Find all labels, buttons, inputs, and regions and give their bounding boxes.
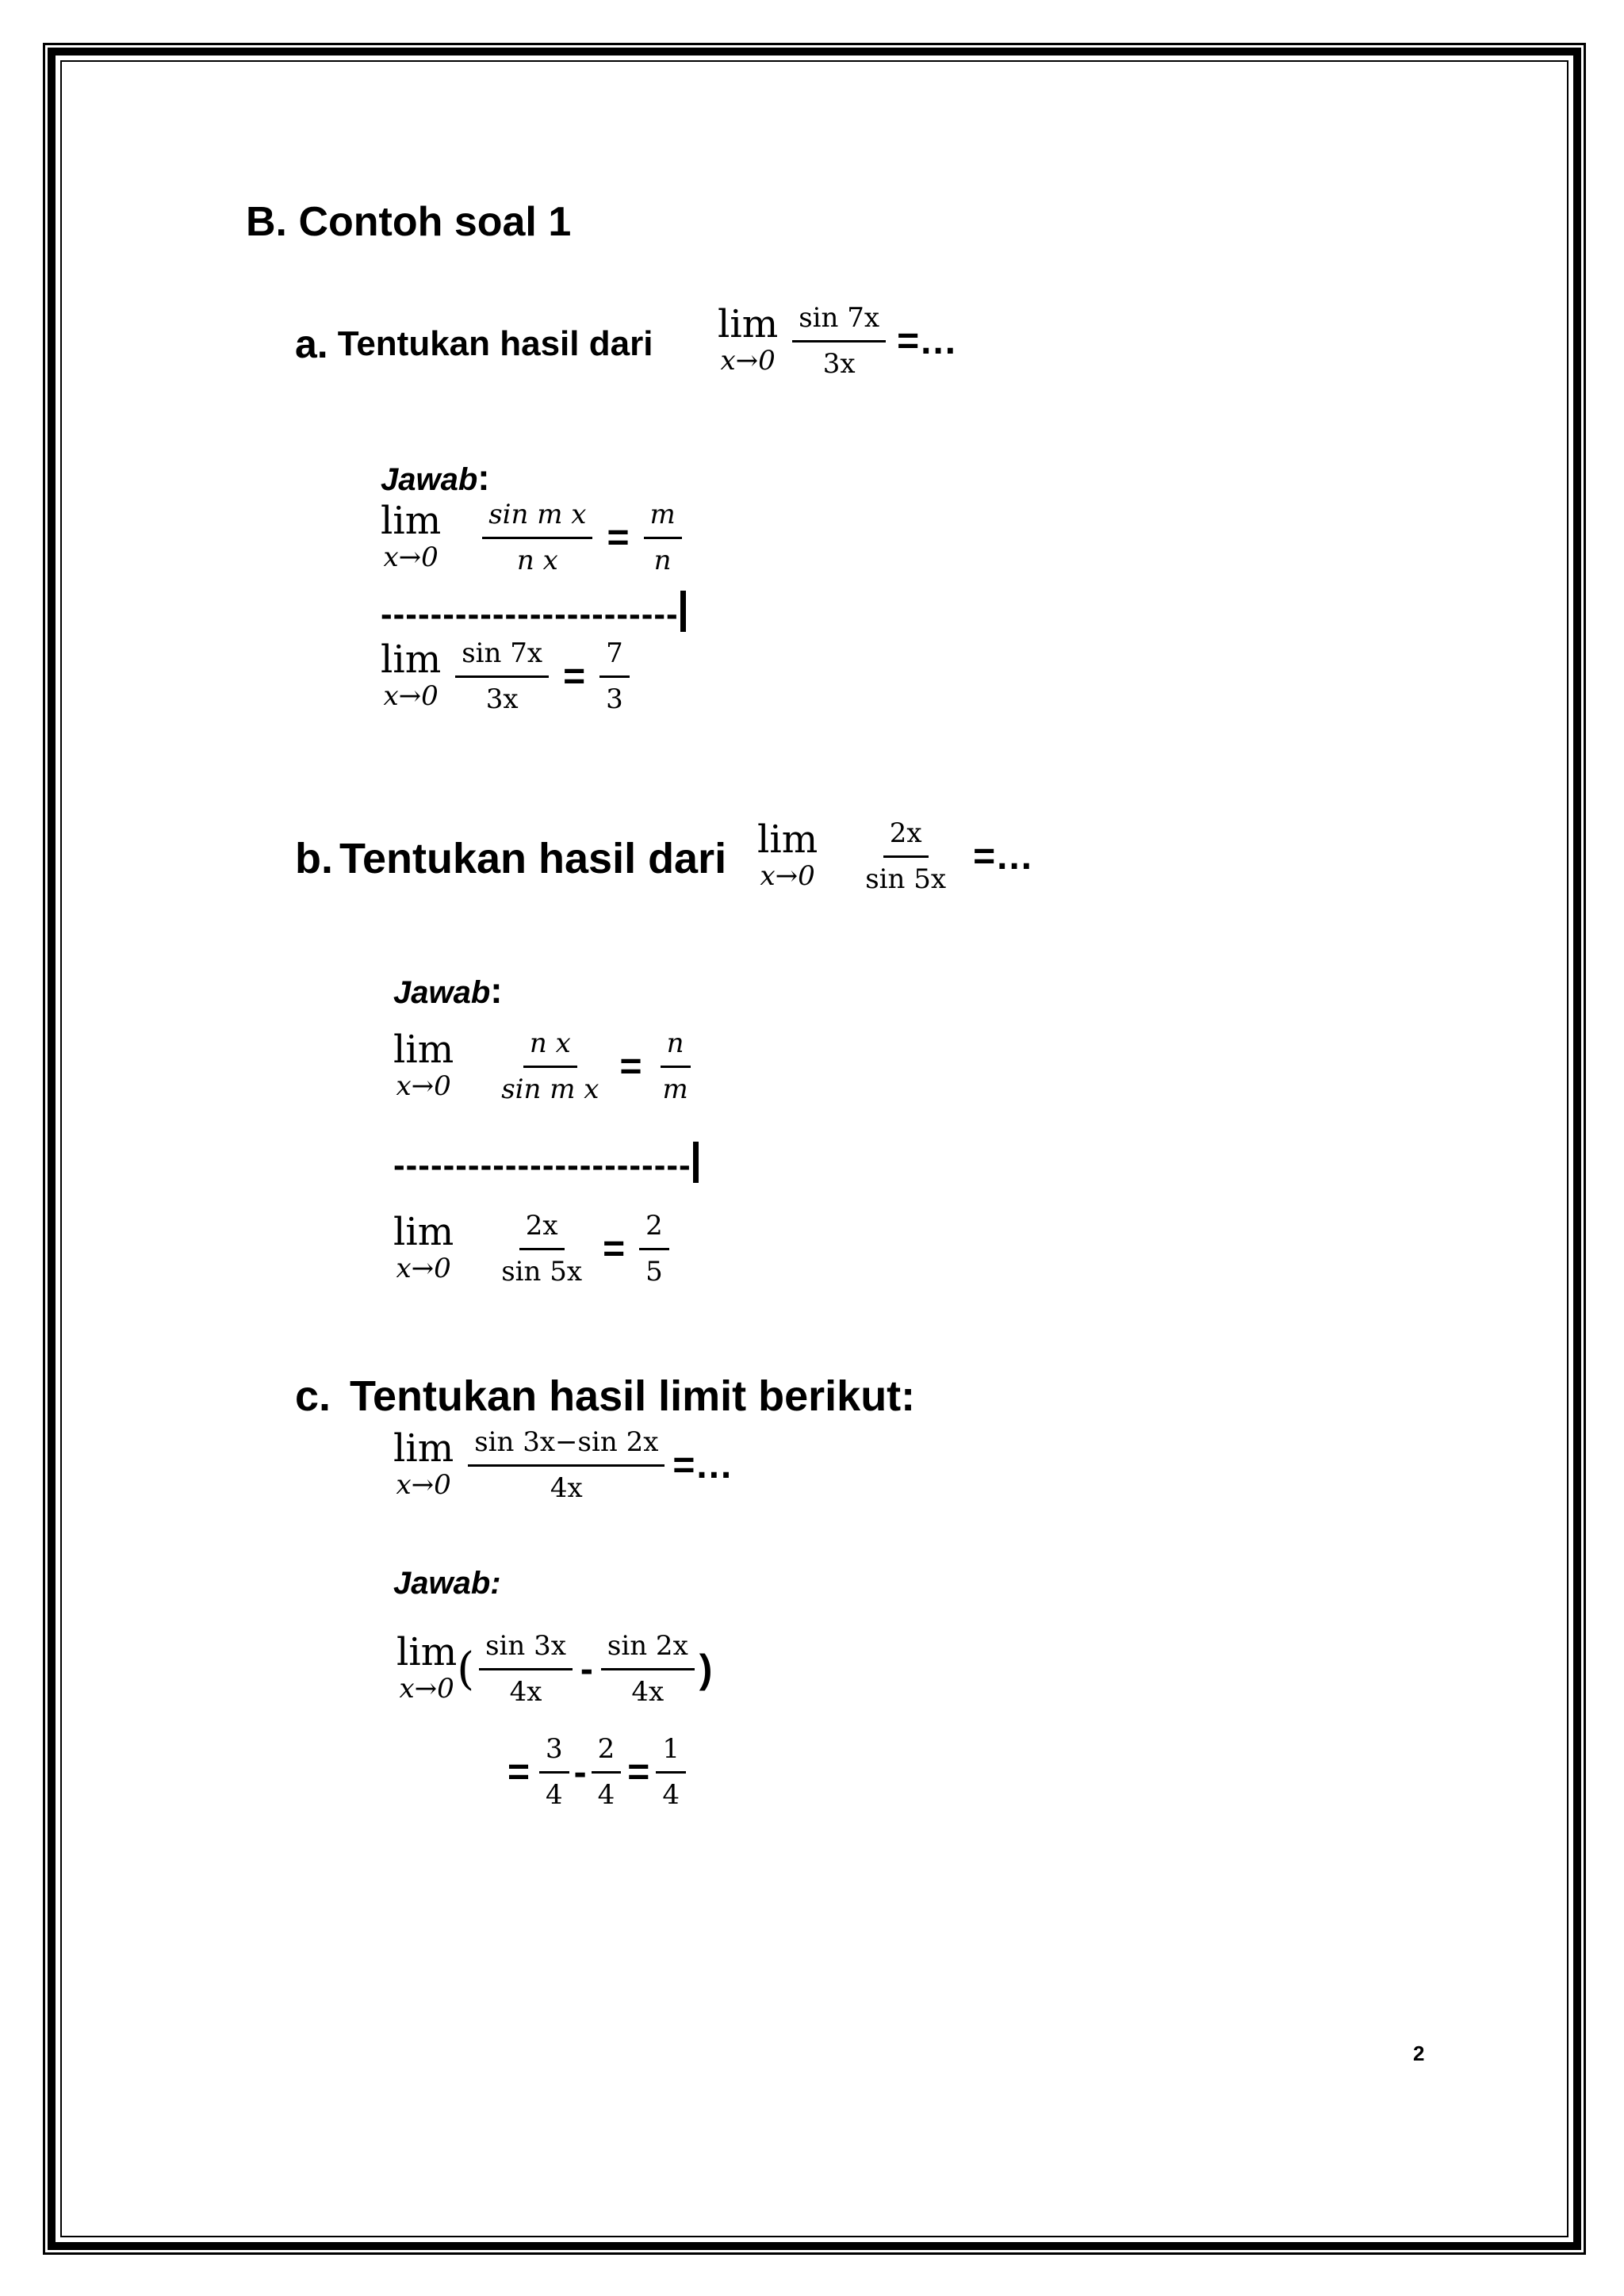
limit-operator: lim x→0 (393, 1210, 454, 1285)
fraction: $\frac{2x}{\sin 5x}$ (865, 817, 947, 895)
step2-c: = $\frac{3}{4}$ - $\frac{2}{4}$ = $\frac{1}{4}$ (508, 1732, 686, 1812)
result-b: lim x→0 $\frac{2x}{\sin 5x}$ = $\frac{2}{5}$ (393, 1209, 674, 1288)
question-b-label: b. (295, 835, 333, 882)
fraction: $\frac{m}{n}$ (644, 498, 682, 577)
fraction: $\frac{\sin 3x}{4x}$ (479, 1629, 573, 1709)
left-paren: ( (457, 1643, 475, 1695)
question-c-expression (393, 1425, 742, 1505)
question-b (295, 834, 726, 883)
fraction: $\frac{7}{3}$ (599, 637, 630, 716)
question-a (295, 321, 653, 367)
jawab-label-b: Jawab: (393, 970, 503, 1011)
jawab-label-c: Jawab: (393, 1566, 501, 1601)
question-c-label: c. (295, 1372, 331, 1420)
question-c-text: Tentukan hasil limit berikut: (350, 1372, 916, 1420)
separator-bar (680, 591, 686, 632)
right-paren: ) (699, 1647, 713, 1691)
limit-operator: lim x→0 (381, 499, 442, 574)
question-a-label: a. (295, 322, 328, 366)
question-c (295, 1372, 915, 1421)
fraction: $\frac{\text{n x}}{\text{sin m x}}$ (501, 1027, 599, 1105)
fraction: $\frac{\sin 3x-\sin 2x}{4x}$ (468, 1425, 665, 1505)
section-heading: B. Contoh soal 1 (246, 199, 572, 245)
separator-line-b: ------------------------ (393, 1142, 699, 1185)
page-border-inner (60, 60, 1568, 2237)
minus-sign: - (580, 1647, 593, 1690)
fraction: $\frac{2}{5}$ (639, 1209, 669, 1288)
fraction: $\frac{\sin 2x}{4x}$ (601, 1629, 695, 1709)
page-number: 2 (1413, 2042, 1425, 2065)
formula-rule-b: lim x→0 $\frac{\text{n x}}{\text{sin m x}}$ = $\frac{n}{m}$ (393, 1027, 699, 1106)
limit-operator: lim x→0 (757, 817, 818, 893)
fraction: $\frac{\text{sin m x}}{\text{n x}}$ (482, 498, 592, 577)
fraction: $\frac{2}{4}$ (592, 1732, 622, 1812)
fraction: $\frac{\sin 7x}{3x}$ (455, 637, 549, 716)
separator-line-a: ------------------------ (381, 591, 686, 634)
limit-operator: lim x→0 (718, 302, 779, 377)
fraction: $\frac{3}{4}$ (539, 1732, 569, 1812)
minus-sign: - (573, 1751, 587, 1793)
fraction: $\frac{2x}{\sin 5x}$ (501, 1210, 583, 1288)
limit-operator: lim x→0 (393, 1426, 454, 1502)
step1-c (396, 1629, 712, 1709)
equals-ellipsis: =… (973, 835, 1034, 878)
formula-rule-a: lim x→0 $\frac{\text{sin m x}}{\text{n x}}$ = $\frac{m}{n}$ (381, 498, 687, 577)
equals-ellipsis: =… (672, 1444, 733, 1487)
limit-operator: lim x→0 (381, 637, 442, 713)
question-b-expression (757, 817, 1043, 896)
equals-ellipsis: =… (897, 320, 958, 362)
separator-bar (693, 1142, 699, 1183)
fraction: $\frac{\sin 7x}{3x}$ (792, 301, 886, 381)
jawab-label-a: Jawab: (381, 457, 490, 498)
question-a-expression (718, 301, 967, 381)
limit-operator: lim x→0 (396, 1630, 458, 1705)
question-a-text: Tentukan hasil dari (337, 324, 653, 363)
limit-operator: lim x→0 (393, 1027, 454, 1103)
fraction: $\frac{n}{m}$ (657, 1027, 695, 1106)
result-a: lim x→0 $\frac{\sin 7x}{3x}$ = $\frac{7}{3}$ (381, 637, 634, 716)
fraction: $\frac{1}{4}$ (656, 1732, 686, 1812)
question-b-text: Tentukan hasil dari (339, 835, 727, 882)
